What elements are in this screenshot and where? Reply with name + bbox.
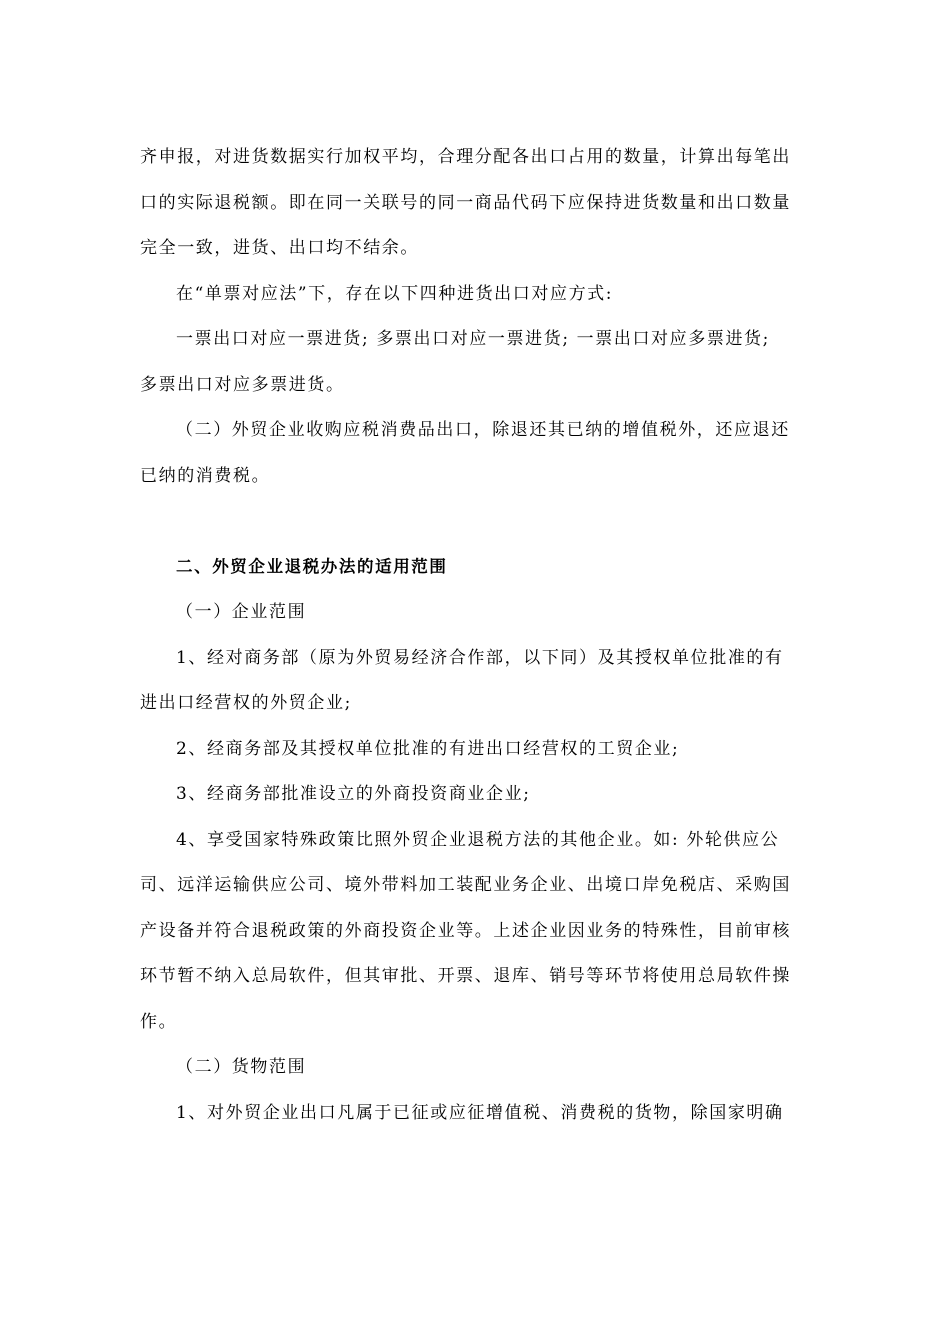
list-item-line: 1、经对商务部（原为外贸易经济合作部，以下同）及其授权单位批准的有 (176, 648, 784, 668)
list-item-line: 2、经商务部及其授权单位批准的有进出口经营权的工贸企业; (176, 739, 680, 759)
paragraph-line: 一票出口对应一票进货; 多票出口对应一票进货; 一票出口对应多票进货; (176, 329, 770, 349)
paragraph-line: 在“单票对应法”下，存在以下四种进货出口对应方式: (176, 284, 614, 304)
list-item-line: 进出口经营权的外贸企业; (140, 693, 352, 713)
list-item-line: 司、远洋运输供应公司、境外带料加工装配业务企业、出境口岸免税店、采购国 (140, 875, 791, 895)
paragraph-line: （二）外贸企业收购应税消费品出口，除退还其已纳的增值税外，还应退还 (176, 420, 790, 440)
paragraph-line: 口的实际退税额。即在同一关联号的同一商品代码下应保持进货数量和出口数量 (140, 193, 791, 213)
subsection-title: （二）货物范围 (176, 1057, 307, 1077)
list-item-line: 3、经商务部批准设立的外商投资商业企业; (176, 784, 531, 804)
list-item-line: 作。 (140, 1012, 178, 1032)
paragraph-line: 齐申报，对进货数据实行加权平均，合理分配各出口占用的数量，计算出每笔出 (140, 147, 791, 167)
list-item-line: 环节暂不纳入总局软件，但其审批、开票、退库、销号等环节将使用总局软件操 (140, 966, 791, 986)
paragraph-line: 已纳的消费税。 (140, 466, 271, 486)
paragraph-line: 多票出口对应多票进货。 (140, 375, 345, 395)
paragraph-line: 完全一致，进货、出口均不结余。 (140, 238, 419, 258)
list-item-line: 产设备并符合退税政策的外商投资企业等。上述企业因业务的特殊性，目前审核 (140, 921, 791, 941)
list-item-line: 1、对外贸企业出口凡属于已征或应征增值税、消费税的货物，除国家明确 (176, 1103, 784, 1123)
section-heading: 二、外贸企业退税办法的适用范围 (176, 557, 448, 576)
subsection-title: （一）企业范围 (176, 602, 307, 622)
list-item-line: 4、享受国家特殊政策比照外贸企业退税方法的其他企业。如: 外轮供应公 (176, 830, 780, 850)
